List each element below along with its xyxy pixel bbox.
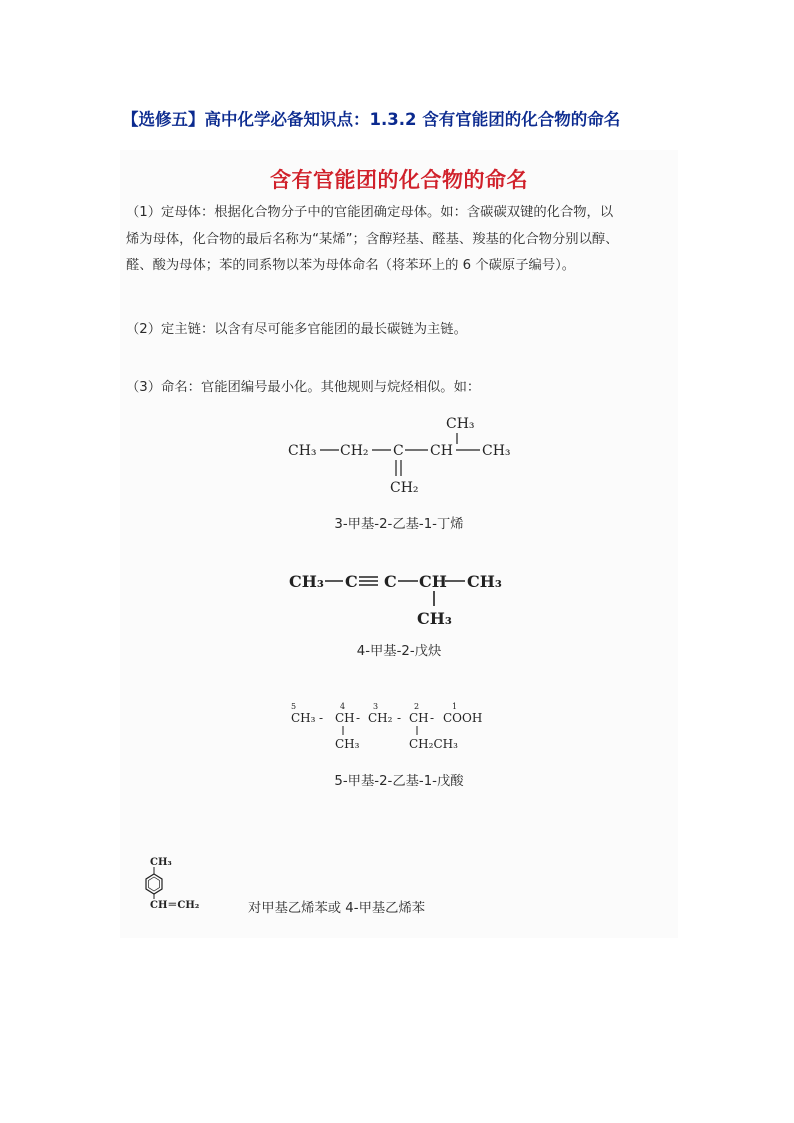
compound-name-4: 对甲基乙烯苯或 4-甲基乙烯苯 <box>248 901 426 916</box>
formula-group: C <box>384 572 397 591</box>
formula-group: CH <box>419 572 447 591</box>
compound-name-1: 3-甲基-2-乙基-1-丁烯 <box>334 517 464 532</box>
formula-group: COOH <box>443 711 483 725</box>
formula-group: CH <box>409 711 429 725</box>
formula-group: CH₃ <box>291 711 316 725</box>
formula-group: CH <box>335 711 355 725</box>
carbon-number: 5 <box>291 702 297 711</box>
formula-substituent-top: CH₃ <box>446 416 475 432</box>
formula-group: CH₂ <box>368 711 393 725</box>
formula-group: C <box>393 443 404 459</box>
formula-group: CH₃ <box>288 443 317 459</box>
carbon-number: 4 <box>340 702 346 711</box>
carbon-number: 1 <box>452 702 458 711</box>
compound-name-3: 5-甲基-2-乙基-1-戊酸 <box>334 774 464 789</box>
formula-group: C <box>345 572 358 591</box>
article-image <box>120 150 678 938</box>
rule-1-line-3: 醛、酸为母体；苯的同系物以苯为母体命名（将苯环上的 6 个碳原子编号）。 <box>126 258 576 273</box>
svg-text:-: - <box>430 711 435 725</box>
rule-2: （2）定主链：以含有尽可能多官能团的最长碳链为主链。 <box>126 322 467 337</box>
svg-text:-: - <box>397 711 402 725</box>
formula-group: CH₃ <box>467 572 502 591</box>
formula-group: CH₃ <box>482 443 511 459</box>
compound-name-2: 4-甲基-2-戊炔 <box>356 644 442 659</box>
formula-methylstyrene <box>142 855 232 915</box>
formula-substituent-top: CH₃ <box>150 857 172 868</box>
rule-3: （3）命名：官能团编号最小化。其他规则与烷烃相似。如： <box>126 380 481 395</box>
svg-text:-: - <box>356 711 361 725</box>
formula-substituent-bottom-right: CH₂CH₃ <box>409 737 458 751</box>
formula-group: CH₃ <box>289 572 324 591</box>
carbon-number: 2 <box>414 702 420 711</box>
benzene-inner-ring <box>149 877 160 891</box>
formula-pentyne <box>285 565 515 630</box>
formula-substituent-bottom: CH₂ <box>390 480 419 496</box>
formula-substituent-bottom: CH₃ <box>417 609 452 628</box>
svg-text:-: - <box>319 711 324 725</box>
formula-pentanoic-acid <box>285 698 495 758</box>
rule-1-line-2: 烯为母体，化合物的最后名称为“某烯”；含醇羟基、醛基、羧基的化合物分别以醇、 <box>126 231 619 247</box>
formula-group: CH <box>430 443 453 459</box>
formula-substituent-bottom-left: CH₃ <box>335 737 360 751</box>
formula-group: CH₂ <box>340 443 369 459</box>
rule-1-line-1: （1）定母体：根据化合物分子中的官能团确定母体。如：含碳碳双键的化合物，以 <box>126 205 614 220</box>
page-heading: 【选修五】高中化学必备知识点：1.3.2 含有官能团的化合物的命名 <box>122 110 621 129</box>
article-title: 含有官能团的化合物的命名 <box>270 168 528 192</box>
formula-butene <box>280 408 520 498</box>
carbon-number: 3 <box>373 702 379 711</box>
formula-substituent-bottom: CH＝CH₂ <box>150 900 200 911</box>
